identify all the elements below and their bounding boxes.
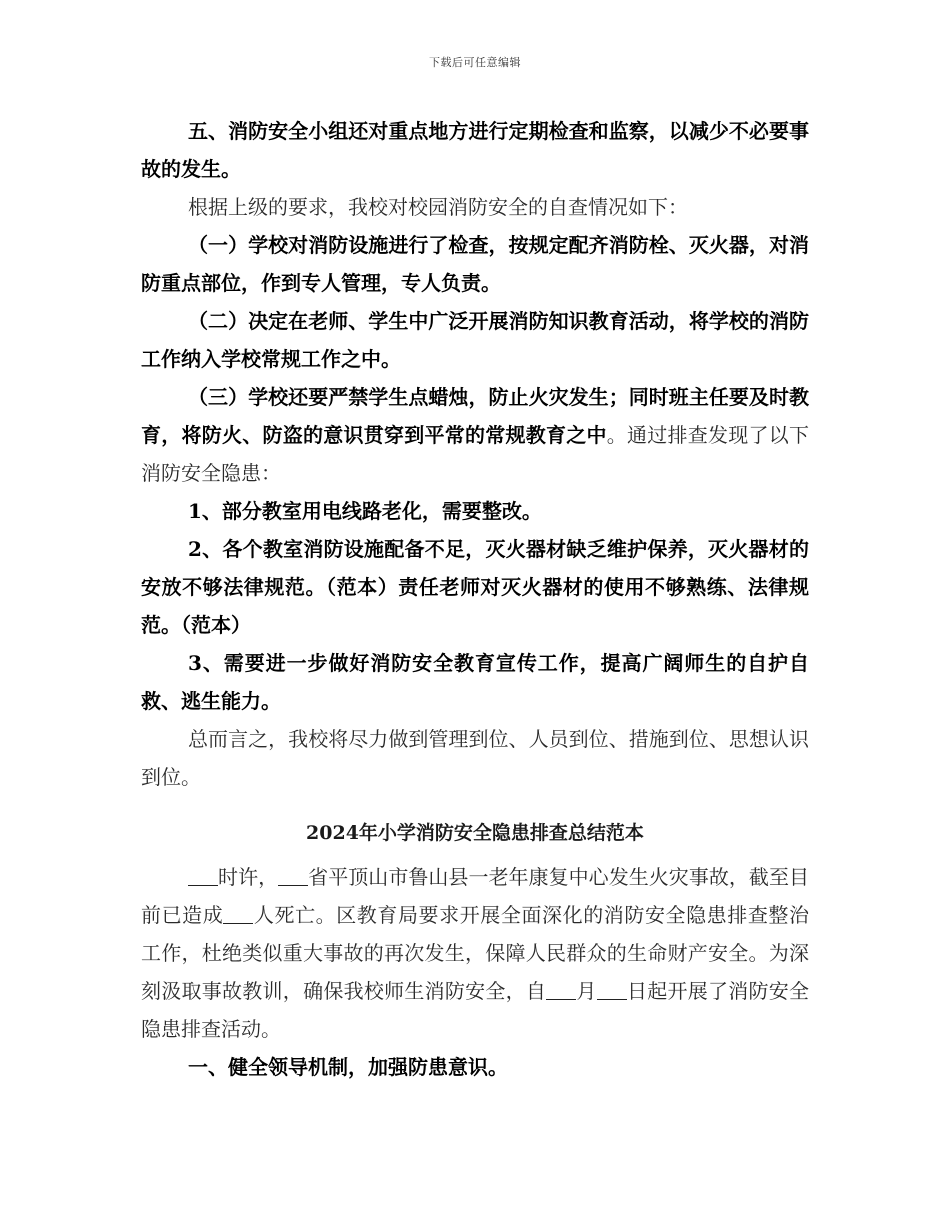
hazard-2: 2、各个教室消防设施配备不足，灭火器材缺乏维护保养，灭火器材的安放不够法律规范。（范本）责任老师对灭火器材的使用不够熟练、法律规范。（范本）: [141, 537, 809, 637]
incident-text-3: 人死亡。区教育局要求开展全面深化的消防安全隐患排查整治工作，杜绝类似重大事故的再次发生，保障人民群众的生命财产安全。为深刻汲取事故教训，确保我校师生消防安全，自: [141, 903, 810, 1003]
incident-text-5: 日起开展了消防安全隐患排查活动。: [141, 979, 810, 1041]
paragraph-item-3: [141, 378, 809, 492]
paragraph-item-3-bold: （三）学校还要严禁学生点蜡烛，防止火灾发生；同时班主任要及时教育，将防火、防盗的意识贯穿到平常的常规教育之中: [141, 385, 809, 447]
blank-field: [223, 905, 253, 924]
blank-field: [597, 981, 627, 1000]
incident-text-2: 省平顶山市鲁山县一老年康复中心发生火灾事故，截至目前已造成: [141, 865, 810, 927]
blank-field: [188, 867, 218, 886]
paragraph-item-2: （二）决定在老师、学生中广泛开展消防知识教育活动，将学校的消防工作纳入学校常规工作之中。: [141, 309, 809, 371]
blank-field: [546, 981, 576, 1000]
hazard-3: 3、需要进一步做好消防安全教育宣传工作，提高广阔师生的自护自救、逃生能力。: [141, 651, 809, 713]
section-heading-1: 一、健全领导机制，加强防患意识。: [188, 1055, 508, 1079]
incident-text-4: 月: [576, 979, 597, 1003]
hazard-1: 1、部分教室用电线路老化，需要整改。: [188, 499, 542, 523]
blank-field: [278, 867, 308, 886]
document-title: 2024年小学消防安全隐患排查总结范本: [306, 822, 644, 844]
paragraph-item-3-tail: 。通过排查发现了以下消防安全隐患：: [141, 423, 809, 485]
paragraph-incident: [141, 858, 809, 1048]
paragraph-summary: 总而言之，我校将尽力做到管理到位、人员到位、措施到位、思想认识到位。: [141, 727, 809, 789]
paragraph-intro: 根据上级的要求，我校对校园消防安全的自查情况如下：: [188, 195, 688, 219]
paragraph-five: 五、消防安全小组还对重点地方进行定期检查和监察，以减少不必要事故的发生。: [141, 119, 809, 181]
incident-text-1: 时许，: [218, 865, 279, 889]
paragraph-item-1: （一）学校对消防设施进行了检查，按规定配齐消防栓、灭火器，对消防重点部位，作到专人管理，专人负责。: [141, 233, 809, 295]
document-body: [141, 112, 809, 1086]
page-header: 下载后可任意编辑: [429, 56, 521, 69]
